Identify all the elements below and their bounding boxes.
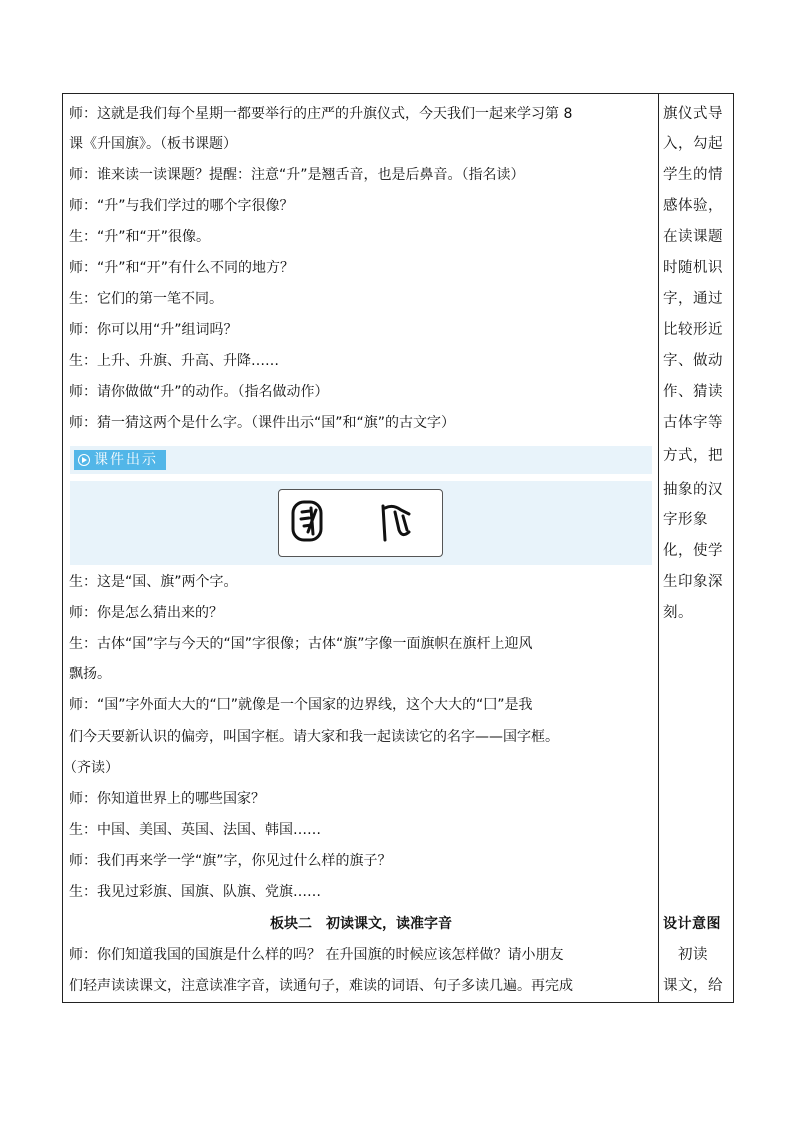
dialogue-line: 师：猜一猜这两个是什么字。（课件出示“国”和“旗”的古文字） — [69, 415, 456, 431]
dialogue-line: 师：你是怎么猜出来的？ — [69, 605, 223, 621]
intent-line: 时随机识 — [663, 260, 723, 276]
dialogue-line: 们轻声读读课文，注意读准字音，读通句子，难读的词语、句子多读几遍。再完成 — [69, 978, 573, 994]
intent-line: 初读 — [663, 947, 708, 963]
intent-line: 旗仪式导 — [663, 106, 723, 122]
design-intent-column — [659, 94, 733, 1002]
courseware-label: 课件出示 — [94, 452, 158, 468]
dialogue-line: 课《升国旗》。（板书课题） — [69, 136, 237, 152]
courseware-tag — [74, 450, 166, 470]
dialogue-line: （齐读） — [63, 760, 119, 776]
dialogue-line: 师：这就是我们每个星期一都要举行的庄严的升旗仪式，今天我们一起来学习第 8 — [69, 106, 573, 122]
section-heading: 板块二 初读课文，读准字音 — [270, 916, 452, 932]
ancient-guo-glyph — [293, 502, 321, 540]
design-intent-heading: 设计意图 — [663, 916, 721, 932]
dialogue-line: 师：“升”和“开”有什么不同的地方？ — [69, 260, 295, 276]
intent-line: 课文，给 — [663, 978, 723, 994]
intent-line: 化，使学 — [663, 543, 723, 559]
ancient-qi-glyph — [383, 506, 409, 540]
dialogue-line: 师：“国”字外面大大的“囗”就像是一个国家的边界线，这个大大的“囗”是我 — [69, 697, 533, 713]
intent-line: 入，勾起 — [663, 136, 723, 152]
intent-line: 古体字等 — [663, 415, 723, 431]
intent-line: 字、做动 — [663, 353, 723, 369]
dialogue-line: 师：你们知道我国的国旗是什么样的吗？ 在升国旗的时候应该怎样做？请小朋友 — [69, 947, 564, 963]
dialogue-line: 生：“升”和“开”很像。 — [69, 229, 211, 245]
dialogue-line: 师：请你做做“升”的动作。（指名做动作） — [69, 384, 329, 400]
intent-line: 刻。 — [663, 605, 693, 621]
courseware-banner — [70, 446, 652, 474]
dialogue-line: 生：古体“国”字与今天的“国”字很像；古体“旗”字像一面旗帜在旗杆上迎风 — [69, 636, 533, 652]
play-icon — [78, 454, 90, 466]
courseware-slide-area — [70, 481, 652, 565]
dialogue-line: 师：“升”与我们学过的哪个字很像？ — [69, 198, 294, 214]
dialogue-line: 们今天要新认识的偏旁，叫国字框。请大家和我一起读读它的名字——国字框。 — [69, 729, 559, 745]
dialogue-line: 师：你可以用“升”组词吗？ — [69, 322, 238, 338]
intent-line: 感体验， — [663, 198, 723, 214]
intent-line: 比较形近 — [663, 322, 723, 338]
intent-line: 抽象的汉 — [663, 482, 723, 498]
intent-line: 学生的情 — [663, 167, 723, 183]
dialogue-line: 生：我见过彩旗、国旗、队旗、党旗…… — [69, 884, 321, 900]
dialogue-line: 生：这是“国、旗”两个字。 — [69, 574, 238, 590]
ancient-characters-card — [278, 489, 443, 557]
intent-line: 字形象 — [663, 512, 708, 528]
intent-line: 作、猜读 — [663, 384, 723, 400]
dialogue-line: 师：你知道世界上的哪些国家？ — [69, 791, 265, 807]
intent-line: 方式，把 — [663, 448, 723, 464]
dialogue-line: 生：上升、升旗、升高、升降…… — [69, 353, 279, 369]
intent-line: 生印象深 — [663, 574, 723, 590]
intent-line: 字，通过 — [663, 291, 723, 307]
lesson-table — [62, 93, 734, 1003]
ancient-characters-image — [279, 490, 441, 555]
main-column — [63, 94, 658, 1002]
dialogue-line: 生：它们的第一笔不同。 — [69, 291, 223, 307]
dialogue-line: 生：中国、美国、英国、法国、韩国…… — [69, 822, 321, 838]
intent-line: 在读课题 — [663, 229, 723, 245]
dialogue-line: 飘扬。 — [69, 666, 111, 682]
dialogue-line: 师：我们再来学一学“旗”字，你见过什么样的旗子？ — [69, 853, 392, 869]
dialogue-line: 师：谁来读一读课题？提醒：注意“升”是翘舌音，也是后鼻音。（指名读） — [69, 167, 525, 183]
